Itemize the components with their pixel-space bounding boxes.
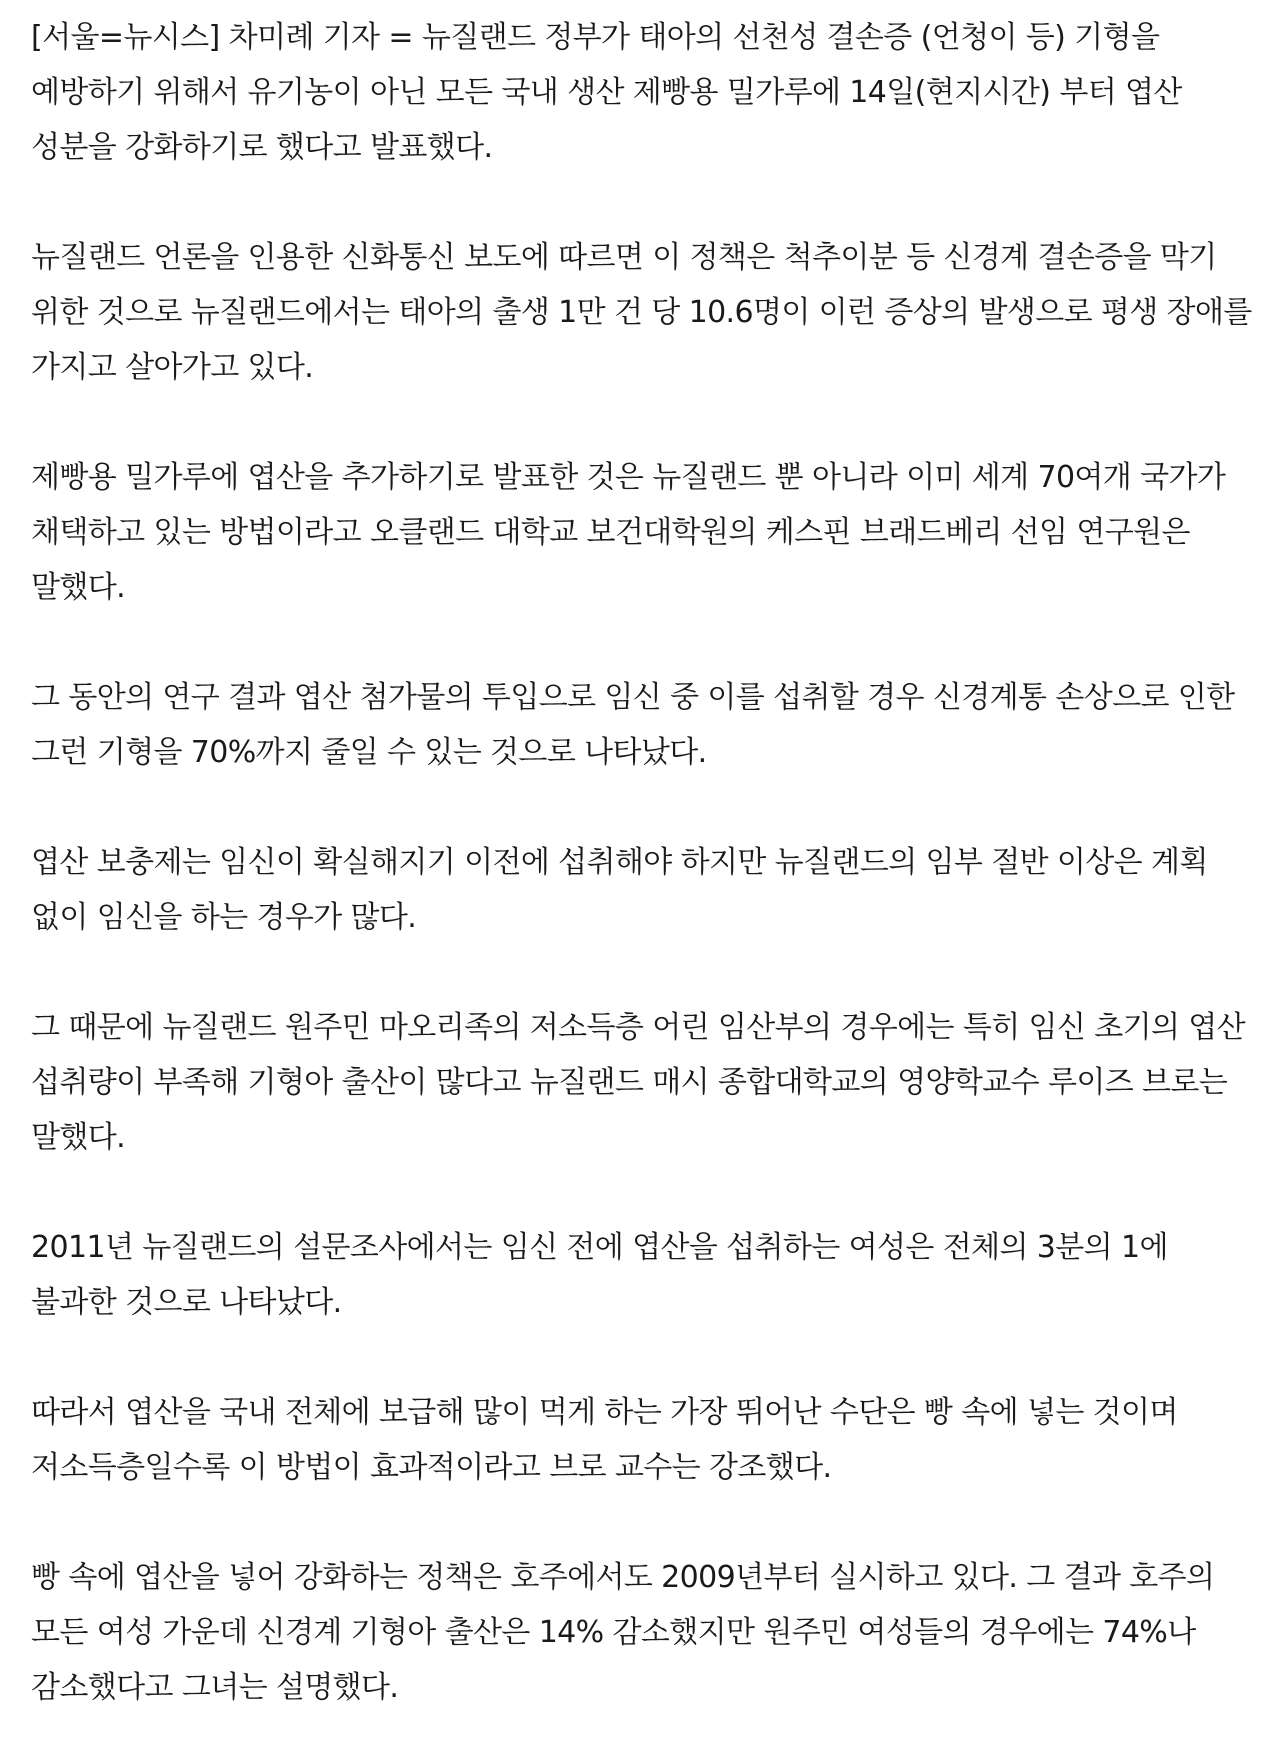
article-paragraph-9: 빵 속에 엽산을 넣어 강화하는 정책은 호주에서도 2009년부터 실시하고 있다. 그 결과 호주의 모든 여성 가운데 신경계 기형아 출산은 14% 감소했지만 원주민 여성들의 경우에는 74%나 감소했다고 그녀는 설명했다.	[31, 1560, 1215, 1705]
article-paragraph-6: 그 때문에 뉴질랜드 원주민 마오리족의 저소득층 어린 임산부의 경우에는 특히 임신 초기의 엽산 섭취량이 부족해 기형아 출산이 많다고 뉴질랜드 매시 종합대학교의 영양학교수 루이즈 브로는 말했다.	[31, 1010, 1246, 1155]
article-paragraph-2: 뉴질랜드 언론을 인용한 신화통신 보도에 따르면 이 정책은 척추이분 등 신경계 결손증을 막기 위한 것으로 뉴질랜드에서는 태아의 출생 1만 건 당 10.6명이 이런 증상의 발생으로 평생 장애를 가지고 살아가고 있다.	[31, 240, 1252, 385]
article-paragraph-4: 그 동안의 연구 결과 엽산 첨가물의 투입으로 임신 중 이를 섭취할 경우 신경계통 손상으로 인한 그런 기형을 70%까지 줄일 수 있는 것으로 나타났다.	[31, 680, 1235, 770]
article-paragraph-1: [서울=뉴시스] 차미례 기자 = 뉴질랜드 정부가 태아의 선천성 결손증 (언청이 등) 기형을 예방하기 위해서 유기농이 아닌 모든 국내 생산 제빵용 밀가루에 14일(현지시간) 부터 엽산 성분을 강화하기로 했다고 발표했다.	[31, 20, 1182, 165]
article-paragraph-8: 따라서 엽산을 국내 전체에 보급해 많이 먹게 하는 가장 뛰어난 수단은 빵 속에 넣는 것이며 저소득층일수록 이 방법이 효과적이라고 브로 교수는 강조했다.	[31, 1395, 1178, 1485]
article-paragraph-5: 엽산 보충제는 임신이 확실해지기 이전에 섭취해야 하지만 뉴질랜드의 임부 절반 이상은 계획 없이 임신을 하는 경우가 많다.	[31, 845, 1208, 935]
article-paragraph-7: 2011년 뉴질랜드의 설문조사에서는 임신 전에 엽산을 섭취하는 여성은 전체의 3분의 1에 불과한 것으로 나타났다.	[31, 1230, 1168, 1320]
article-paragraph-3: 제빵용 밀가루에 엽산을 추가하기로 발표한 것은 뉴질랜드 뿐 아니라 이미 세계 70여개 국가가 채택하고 있는 방법이라고 오클랜드 대학교 보건대학원의 케스핀 브래드베리 선임 연구원은 말했다.	[31, 460, 1226, 605]
